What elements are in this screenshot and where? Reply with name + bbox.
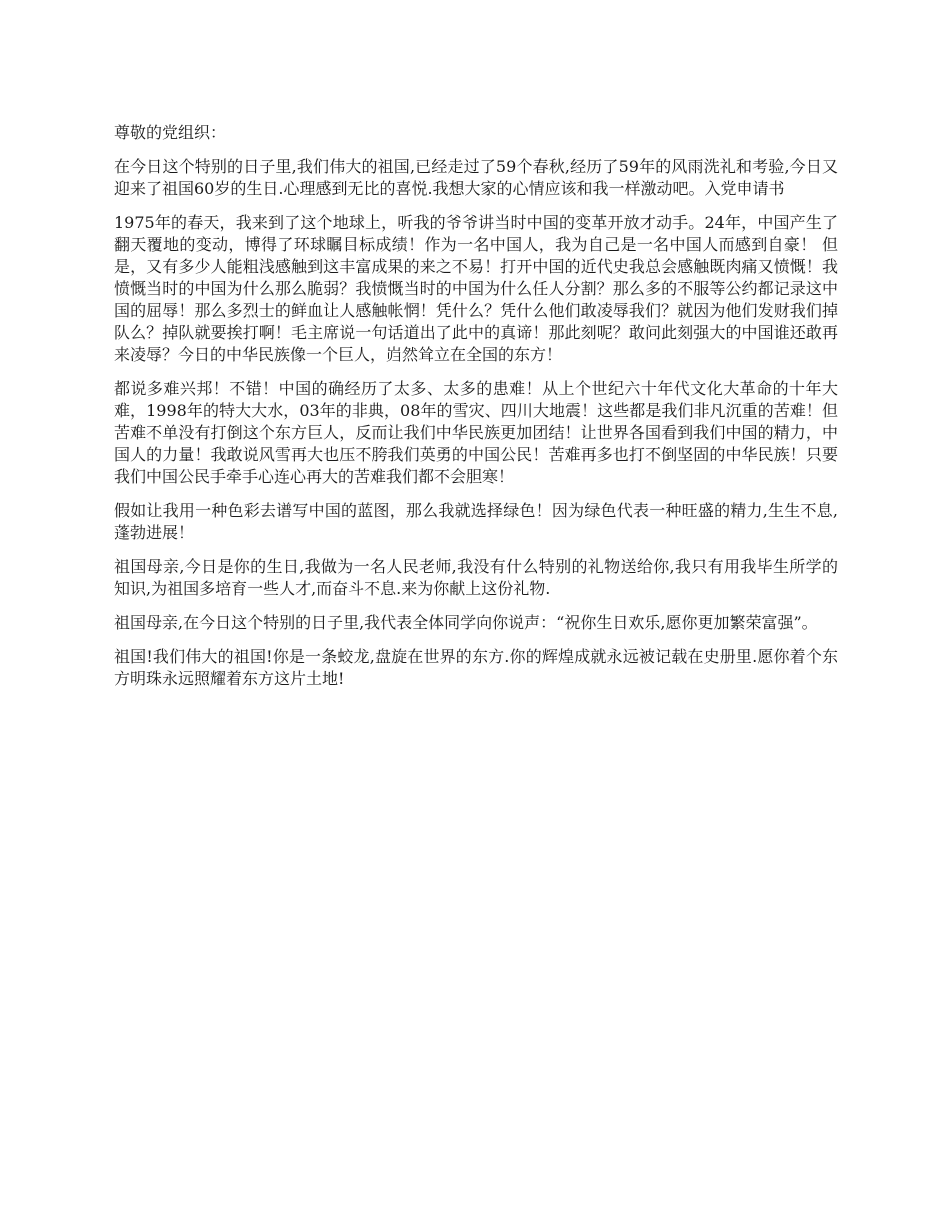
paragraph-5: 祖国母亲,今日是你的生日,我做为一名人民老师,我没有什么特别的礼物送给你,我只有用我毕生所学的知识,为祖国多培育一些人才,而奋斗不息.来为你献上这份礼物. [114, 557, 838, 598]
paragraph-2: 1975年的春天，我来到了这个地球上，听我的爷爷讲当时中国的变革开放才动手。24年，中国产生了翻天覆地的变动，博得了环球瞩目标成绩！作为一名中国人，我为自己是一名中国人而感到自豪！ 但是，又有多少人能粗浅感触到这丰富成果的来之不易！打开中国的近代史我总会感触既肉痛又愤慨！我愤慨当时的中国为什么那么脆弱？我愤慨当时的中国为什么任人分割？那么多的不服等公约都记录这中国的屈辱！那么多烈士的鲜血让人感触帐惘！凭什么？凭什么他们敢凌辱我们？就因为他们发财我们掉队么？掉队就要挨打啊！毛主席说一句话道出了此中的真谛！那此刻呢？敢问此刻强大的中国谁还敢再来凌辱？今日的中华民族像一个巨人，岿然耸立在全国的东方！ [114, 213, 838, 364]
paragraph-7: 祖国!我们伟大的祖国!你是一条蛟龙,盘旋在世界的东方.你的辉煌成就永远被记载在史册里.愿你着个东方明珠永远照耀着东方这片土地! [114, 647, 838, 688]
salutation: 尊敬的党组织： [114, 123, 227, 142]
paragraph-4: 假如让我用一种色彩去谱写中国的蓝图，那么我就选择绿色！因为绿色代表一种旺盛的精力,生生不息,蓬勃进展！ [114, 501, 838, 542]
paragraph-3: 都说多难兴邦！不错！中国的确经历了太多、太多的患难！从上个世纪六十年代文化大革命的十年大难，1998年的特大大水，03年的非典，08年的雪灾、四川大地震！这些都是我们非凡沉重的苦难！但苦难不单没有打倒这个东方巨人，反而让我们中华民族更加团结！让世界各国看到我们中国的精力，中国人的力量！我敢说风雪再大也压不胯我们英勇的中国公民！苦难再多也打不倒坚固的中华民族！只要我们中国公民手牵手心连心再大的苦难我们都不会胆寒！ [114, 379, 838, 486]
paragraph-1: 在今日这个特别的日子里,我们伟大的祖国,已经走过了59个春秋,经历了59年的风雨洗礼和考验,今日又迎来了祖国60岁的生日.心理感到无比的喜悦.我想大家的心情应该和我一样激动吧。入党申请书 [114, 157, 838, 198]
document-page [114, 122, 838, 702]
paragraph-6: 祖国母亲,在今日这个特别的日子里,我代表全体同学向你说声：“祝你生日欢乐,愿你更加繁荣富强”。 [114, 613, 818, 632]
